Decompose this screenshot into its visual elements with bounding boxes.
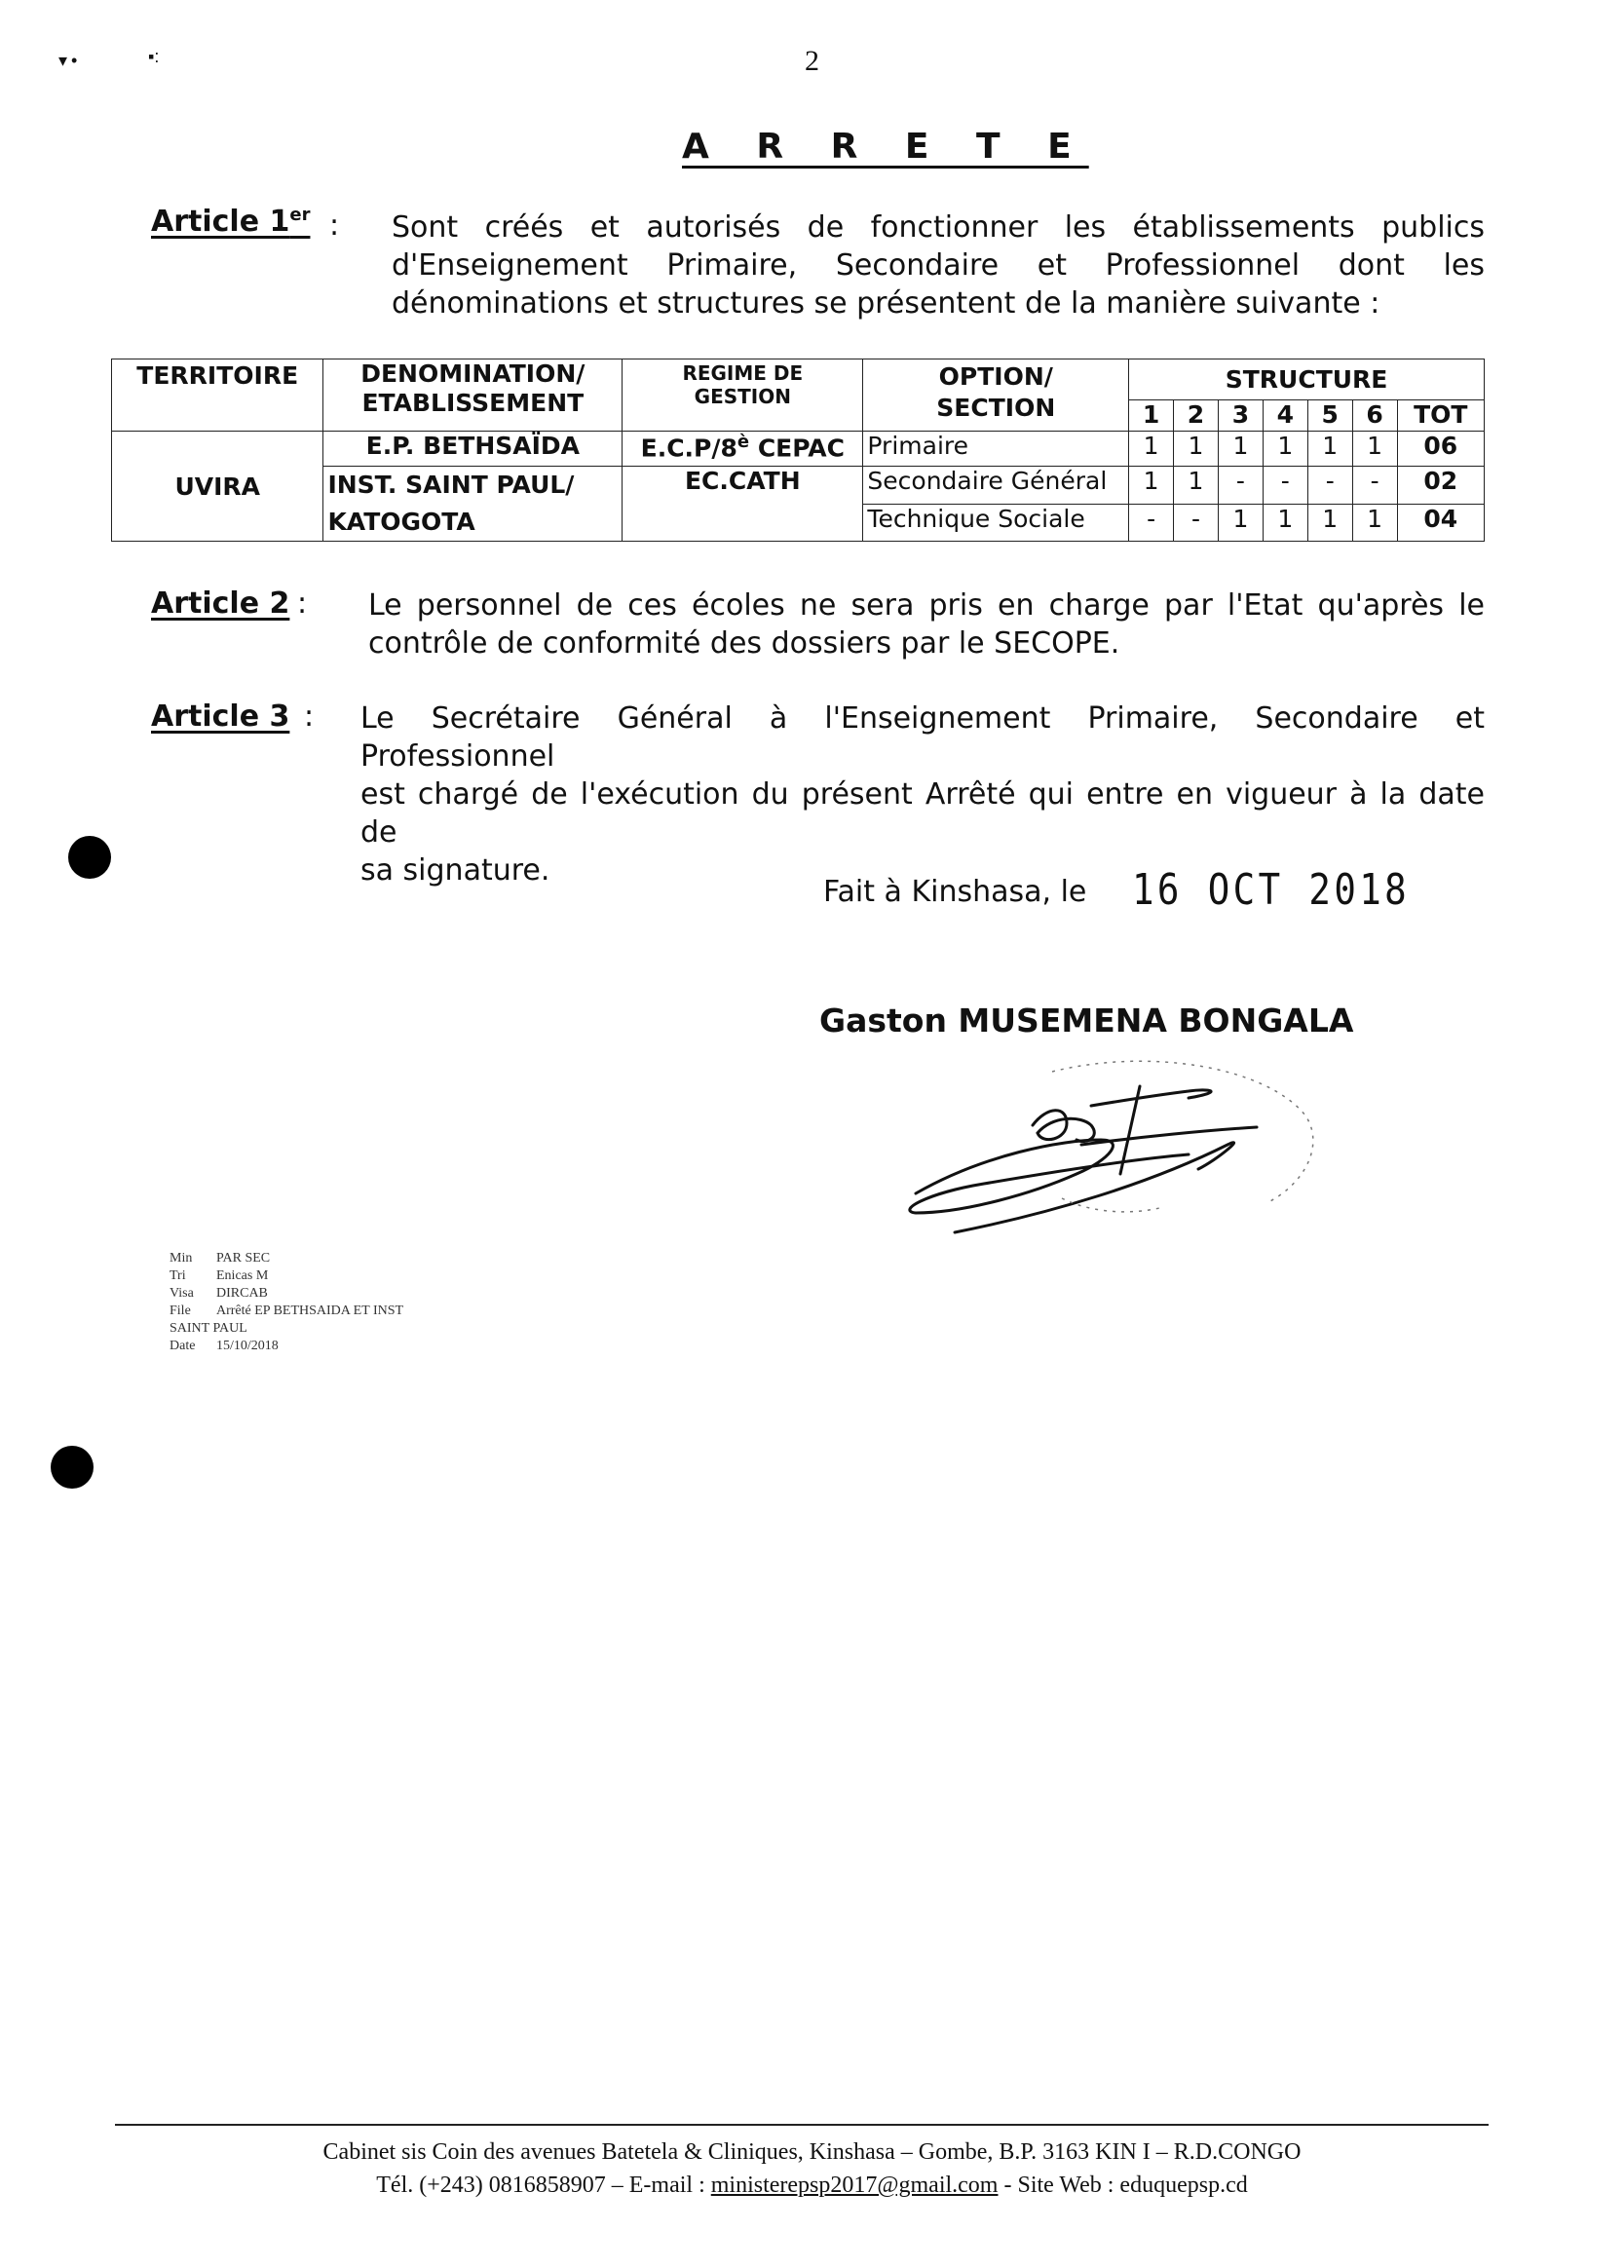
article-3-line: sa signature.	[360, 853, 550, 888]
structure-value: 1	[1307, 504, 1352, 542]
structure-total: 02	[1397, 467, 1484, 505]
option-cell: Primaire	[863, 432, 1129, 467]
structure-value: -	[1263, 467, 1307, 505]
article-3-label: Article 3	[151, 699, 290, 734]
header-structure: STRUCTURE	[1129, 359, 1485, 400]
signer-name: Gaston MUSEMENA BONGALA	[819, 1002, 1354, 1040]
structure-total: 06	[1397, 432, 1484, 467]
article-1-text	[392, 208, 1485, 322]
structure-value: 1	[1174, 432, 1219, 467]
structure-value: 1	[1129, 467, 1174, 505]
header-col-tot: TOT	[1397, 400, 1484, 432]
footer-contact: Tél. (+243) 0816858907 – E-mail : ministerepsp2017@gmail.com - Site Web : eduquepsp.cd	[376, 2173, 1248, 2198]
header-col-2: 2	[1174, 400, 1219, 432]
establishment-cell: E.P. BETHSAÏDA	[323, 432, 623, 467]
article-2-colon: :	[297, 586, 308, 621]
article-2-label: Article 2	[151, 586, 290, 621]
article-2-line: Le personnel de ces écoles ne sera pris en charge par l'Etat qu'après le	[368, 588, 1485, 623]
article-1-label: Article 1er	[151, 205, 311, 239]
structure-value: 1	[1174, 467, 1219, 505]
punch-hole	[51, 1446, 94, 1489]
article-3-text	[360, 699, 1485, 889]
structure-table	[111, 359, 1485, 542]
article-1-line: d'Enseignement Primaire, Secondaire et Professionnel dont les	[392, 248, 1485, 283]
header-denomination: DENOMINATION/ ETABLISSEMENT	[323, 359, 623, 432]
structure-value: -	[1352, 467, 1397, 505]
structure-value: -	[1218, 467, 1263, 505]
article-1-line: Sont créés et autorisés de fonctionner les établissements publics	[392, 210, 1485, 245]
structure-value: 1	[1263, 504, 1307, 542]
header-col-5: 5	[1307, 400, 1352, 432]
ref-line: Min PAR SEC	[170, 1251, 271, 1266]
article-2-line: contrôle de conformité des dossiers par le SECOPE.	[368, 626, 1120, 661]
structure-value: 1	[1307, 432, 1352, 467]
scan-mark: ▪:	[148, 47, 160, 66]
header-col-4: 4	[1263, 400, 1307, 432]
structure-value: -	[1174, 504, 1219, 542]
header-col-3: 3	[1218, 400, 1263, 432]
reference-block	[170, 1250, 403, 1355]
punch-hole	[68, 836, 111, 879]
signature-image	[896, 1047, 1344, 1242]
header-option: OPTION/ SECTION	[863, 359, 1129, 432]
structure-value: 1	[1218, 504, 1263, 542]
header-col-1: 1	[1129, 400, 1174, 432]
header-territoire: TERRITOIRE	[112, 359, 323, 432]
article-3-colon: :	[304, 699, 315, 734]
footer-address: Cabinet sis Coin des avenues Batetela & Cliniques, Kinshasa – Gombe, B.P. 3163 KIN I – R.D.CONGO	[322, 2139, 1302, 2165]
ref-line: SAINT PAUL	[170, 1321, 247, 1336]
structure-value: 1	[1352, 432, 1397, 467]
table-row	[112, 432, 1485, 467]
footer-email-link[interactable]: ministerepsp2017@gmail.com	[710, 2173, 999, 2198]
structure-value: -	[1129, 504, 1174, 542]
footer-divider	[115, 2124, 1489, 2126]
ref-line: Visa DIRCAB	[170, 1286, 268, 1301]
scan-mark: ▾•	[58, 51, 82, 70]
document-title: A R R E T E	[682, 127, 1089, 167]
article-1-heading	[151, 205, 310, 239]
article-1-line: dénominations et structures se présentent de la manière suivante :	[392, 286, 1380, 321]
ref-line: Tri Enicas M	[170, 1268, 269, 1283]
header-col-6: 6	[1352, 400, 1397, 432]
option-cell: Secondaire Général	[863, 467, 1129, 505]
place-date-label: Fait à Kinshasa, le	[823, 875, 1087, 909]
structure-value: 1	[1218, 432, 1263, 467]
structure-value: 1	[1352, 504, 1397, 542]
ref-line: File Arrêté EP BETHSAIDA ET INST	[170, 1304, 404, 1318]
header-regime: REGIME DE GESTION	[623, 359, 863, 432]
establishment-cell: INST. SAINT PAUL/ KATOGOTA	[323, 467, 623, 542]
ref-line: Date 15/10/2018	[170, 1339, 279, 1353]
structure-value: 1	[1263, 432, 1307, 467]
page-number: 2	[805, 45, 819, 77]
article-3-line: est chargé de l'exécution du présent Arrêté qui entre en vigueur à la date de	[360, 777, 1485, 850]
article-2-text	[368, 586, 1485, 662]
structure-value: -	[1307, 467, 1352, 505]
regime-cell: EC.CATH	[623, 467, 863, 542]
article-1-colon: :	[329, 208, 340, 243]
territoire-cell: UVIRA	[112, 432, 323, 542]
date-stamp: 16 OCT 2018	[1132, 865, 1411, 915]
article-3-line: Le Secrétaire Général à l'Enseignement Primaire, Secondaire et Professionnel	[360, 701, 1485, 774]
structure-total: 04	[1397, 504, 1484, 542]
option-cell: Technique Sociale	[863, 504, 1129, 542]
regime-cell: $E.C.P/8^è$ CEPAC	[623, 432, 863, 467]
structure-value: 1	[1129, 432, 1174, 467]
